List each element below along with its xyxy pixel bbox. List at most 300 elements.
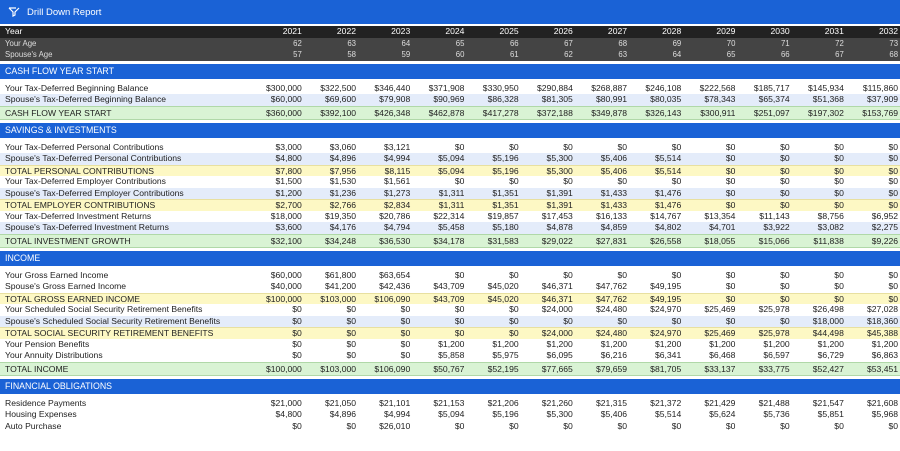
- value-cell: $21,050: [324, 397, 357, 408]
- value-cell: $1,236: [329, 187, 357, 198]
- table-row[interactable]: [0, 83, 900, 95]
- value-cell: $3,060: [329, 141, 357, 152]
- value-cell: $1,433: [600, 200, 628, 210]
- value-cell: $1,476: [654, 200, 682, 210]
- value-cell: $25,978: [758, 328, 790, 338]
- age-cell: 72: [835, 38, 844, 48]
- row-label: Residence Payments: [5, 397, 87, 408]
- value-cell: $24,970: [650, 304, 682, 314]
- value-cell: $0: [888, 141, 899, 152]
- value-cell: $60,000: [270, 269, 302, 280]
- value-cell: $4,994: [383, 153, 411, 163]
- value-cell: $0: [671, 315, 682, 326]
- value-cell: $27,831: [595, 235, 628, 246]
- value-cell: $90,969: [433, 94, 465, 104]
- value-cell: $1,200: [600, 338, 628, 349]
- value-cell: $0: [671, 269, 682, 280]
- age-cell: 63: [347, 38, 357, 48]
- table-row[interactable]: [0, 153, 900, 165]
- value-cell: $1,200: [709, 338, 736, 349]
- table-row[interactable]: [0, 94, 900, 106]
- value-cell: $78,343: [704, 94, 736, 104]
- row-label: Spouse's Tax-Deferred Employer Contributions: [5, 187, 184, 198]
- value-cell: $330,950: [482, 82, 519, 93]
- value-cell: $20,786: [379, 210, 411, 221]
- value-cell: $5,180: [492, 222, 519, 232]
- age-cell: 67: [564, 38, 573, 48]
- value-cell: $326,143: [645, 107, 682, 118]
- value-cell: $0: [346, 304, 357, 314]
- value-cell: $5,624: [709, 409, 736, 419]
- value-cell: $1,311: [438, 187, 465, 198]
- value-cell: $462,878: [428, 107, 465, 118]
- value-cell: $21,547: [812, 397, 844, 408]
- value-cell: $0: [834, 153, 844, 163]
- value-cell: $22,314: [433, 210, 465, 221]
- value-cell: $372,188: [537, 107, 573, 118]
- value-cell: $0: [780, 420, 790, 431]
- value-cell: $5,094: [438, 165, 465, 176]
- value-cell: $37,909: [866, 94, 899, 104]
- value-cell: $1,200: [763, 338, 790, 349]
- value-cell: $80,991: [595, 94, 628, 104]
- row-label: Your Gross Earned Income: [5, 269, 109, 280]
- value-cell: $19,857: [487, 210, 519, 221]
- value-cell: $4,802: [654, 222, 682, 232]
- row-label: CASH FLOW YEAR START: [5, 107, 112, 118]
- row-label: Your Tax-Deferred Personal Contributions: [5, 141, 164, 152]
- value-cell: $2,700: [275, 200, 302, 210]
- table-row[interactable]: [0, 339, 900, 351]
- value-cell: $417,278: [482, 107, 519, 118]
- table-row[interactable]: [0, 316, 900, 328]
- value-cell: $0: [292, 304, 302, 314]
- spouse-age-cell: 60: [455, 50, 465, 59]
- report-table: [0, 26, 900, 432]
- row-label: Spouse's Tax-Deferred Investment Returns: [5, 222, 169, 232]
- value-cell: $0: [400, 350, 411, 360]
- year-cell: 2022: [336, 26, 357, 36]
- total-row[interactable]: [0, 165, 900, 177]
- section-header[interactable]: FINANCIAL OBLIGATIONS: [0, 379, 900, 394]
- total-row[interactable]: [0, 293, 900, 305]
- value-cell: $0: [400, 328, 411, 338]
- value-cell: $46,371: [541, 293, 573, 304]
- value-cell: $322,500: [320, 82, 357, 93]
- value-cell: $1,200: [871, 338, 899, 349]
- value-cell: $24,970: [650, 328, 682, 338]
- year-cell: 2025: [499, 26, 519, 36]
- year-cell: 2028: [662, 26, 682, 36]
- value-cell: $0: [454, 176, 465, 186]
- row-label: Your Tax-Deferred Beginning Balance: [5, 82, 149, 93]
- spouse-age-row: [0, 49, 900, 61]
- value-cell: $6,341: [654, 350, 682, 360]
- value-cell: $2,275: [871, 222, 899, 232]
- value-cell: $34,248: [324, 235, 357, 246]
- value-cell: $25,978: [758, 304, 790, 314]
- value-cell: $300,911: [700, 107, 736, 118]
- report-title-bar: [0, 0, 900, 24]
- section-header[interactable]: INCOME: [0, 251, 900, 266]
- value-cell: $24,480: [595, 304, 628, 314]
- value-cell: $5,458: [438, 222, 465, 232]
- age-cell: 71: [780, 38, 790, 48]
- value-cell: $0: [834, 200, 844, 210]
- value-cell: $21,488: [758, 397, 790, 408]
- value-cell: $18,000: [270, 210, 302, 221]
- row-label: Your Tax-Deferred Investment Returns: [5, 210, 152, 221]
- value-cell: $6,729: [817, 350, 844, 360]
- value-cell: $16,133: [595, 210, 628, 221]
- value-cell: $3,922: [763, 222, 790, 232]
- value-cell: $14,767: [650, 210, 682, 221]
- value-cell: $26,498: [812, 304, 844, 314]
- value-cell: $4,794: [383, 222, 411, 232]
- value-cell: $21,315: [595, 397, 628, 408]
- row-label: Your Annuity Distributions: [5, 350, 103, 360]
- value-cell: $1,391: [546, 200, 573, 210]
- value-cell: $15,066: [758, 235, 790, 246]
- value-cell: $0: [292, 420, 302, 431]
- row-label: TOTAL EMPLOYER CONTRIBUTIONS: [5, 200, 156, 210]
- row-label: Your Pension Benefits: [5, 338, 90, 349]
- row-label: Spouse's Scheduled Social Security Retirement Benefits: [5, 315, 221, 326]
- age-cell: 65: [455, 38, 465, 48]
- value-cell: $47,762: [595, 293, 628, 304]
- row-label: Spouse's Gross Earned Income: [5, 281, 127, 291]
- value-cell: $8,756: [817, 210, 844, 221]
- value-cell: $0: [617, 141, 628, 152]
- value-cell: $0: [780, 200, 790, 210]
- value-cell: $5,968: [871, 409, 899, 419]
- value-cell: $50,767: [433, 363, 465, 374]
- value-cell: $1,561: [383, 176, 411, 186]
- value-cell: $21,206: [487, 397, 519, 408]
- value-cell: $0: [346, 420, 357, 431]
- value-cell: $80,035: [650, 94, 682, 104]
- value-cell: $103,000: [320, 363, 357, 374]
- table-row[interactable]: [0, 270, 900, 282]
- section-header[interactable]: CASH FLOW YEAR START: [0, 64, 900, 79]
- value-cell: $3,000: [275, 141, 302, 152]
- table-row[interactable]: [0, 211, 900, 223]
- value-cell: $52,427: [812, 363, 844, 374]
- value-cell: $18,000: [812, 315, 844, 326]
- value-cell: $49,195: [650, 293, 682, 304]
- value-cell: $0: [780, 153, 790, 163]
- value-cell: $0: [888, 420, 899, 431]
- value-cell: $0: [617, 176, 628, 186]
- value-cell: $0: [671, 420, 682, 431]
- value-cell: $81,705: [650, 363, 682, 374]
- value-cell: $0: [509, 269, 519, 280]
- value-cell: $6,597: [763, 350, 790, 360]
- value-cell: $349,878: [591, 107, 628, 118]
- value-cell: $4,994: [383, 409, 411, 419]
- value-cell: $0: [888, 200, 899, 210]
- spouse-age-cell: 63: [618, 50, 628, 59]
- value-cell: $65,374: [758, 94, 790, 104]
- value-cell: $5,300: [546, 153, 573, 163]
- table-row[interactable]: [0, 281, 900, 293]
- row-label: Spouse's Tax-Deferred Beginning Balance: [5, 94, 167, 104]
- value-cell: $1,200: [492, 338, 519, 349]
- table-row[interactable]: [0, 409, 900, 421]
- value-cell: $115,860: [862, 82, 899, 93]
- value-cell: $5,406: [600, 153, 628, 163]
- value-cell: $0: [780, 165, 790, 176]
- value-cell: $21,101: [379, 397, 411, 408]
- value-cell: $21,260: [541, 397, 573, 408]
- value-cell: $6,952: [871, 210, 899, 221]
- value-cell: $43,709: [433, 293, 465, 304]
- spouse-age-cell: 68: [889, 50, 899, 59]
- value-cell: $49,195: [650, 281, 682, 291]
- row-label: TOTAL INCOME: [5, 363, 69, 374]
- value-cell: $27,028: [866, 304, 899, 314]
- value-cell: $5,975: [492, 350, 519, 360]
- total-row[interactable]: [0, 327, 900, 339]
- value-cell: $63,654: [379, 269, 411, 280]
- table-row[interactable]: [0, 350, 900, 362]
- value-cell: $0: [725, 420, 736, 431]
- value-cell: $0: [725, 165, 736, 176]
- value-cell: $18,360: [866, 315, 899, 326]
- value-cell: $246,108: [645, 82, 682, 93]
- value-cell: $0: [454, 420, 465, 431]
- value-cell: $268,887: [591, 82, 628, 93]
- value-cell: $290,884: [537, 82, 573, 93]
- your-age-row: [0, 38, 900, 50]
- value-cell: $0: [292, 328, 302, 338]
- value-cell: $0: [292, 350, 302, 360]
- value-cell: $81,305: [541, 94, 573, 104]
- spouse-age-cell: 66: [780, 50, 790, 59]
- age-cell: 73: [889, 38, 899, 48]
- age-cell: 66: [509, 38, 519, 48]
- value-cell: $1,476: [654, 187, 682, 198]
- value-cell: $5,858: [438, 350, 465, 360]
- value-cell: $0: [725, 281, 736, 291]
- value-cell: $79,908: [379, 94, 411, 104]
- value-cell: $36,530: [379, 235, 411, 246]
- value-cell: $21,153: [433, 397, 465, 408]
- value-cell: $0: [617, 420, 628, 431]
- year-cell: 2027: [607, 26, 628, 36]
- value-cell: $1,200: [817, 338, 844, 349]
- value-cell: $0: [346, 328, 357, 338]
- value-cell: $51,368: [812, 94, 844, 104]
- value-cell: $0: [617, 315, 628, 326]
- value-cell: $0: [834, 420, 844, 431]
- value-cell: $21,429: [704, 397, 736, 408]
- value-cell: $0: [888, 165, 899, 176]
- value-cell: $0: [834, 293, 844, 304]
- value-cell: $0: [780, 176, 790, 186]
- year-cell: 2032: [878, 26, 899, 36]
- year-cell: 2030: [770, 26, 790, 36]
- value-cell: $0: [346, 350, 357, 360]
- row-label: TOTAL INVESTMENT GROWTH: [5, 235, 131, 246]
- value-cell: $2,834: [383, 200, 411, 210]
- value-cell: $1,530: [329, 176, 357, 186]
- value-cell: $4,896: [329, 409, 357, 419]
- year-cell: 2023: [391, 26, 411, 36]
- value-cell: $1,351: [492, 187, 519, 198]
- value-cell: $0: [454, 315, 465, 326]
- value-cell: $0: [454, 269, 465, 280]
- value-cell: $1,500: [275, 176, 302, 186]
- row-label: Auto Purchase: [5, 420, 62, 431]
- value-cell: $4,701: [709, 222, 736, 232]
- age-cell: 69: [672, 38, 682, 48]
- value-cell: $103,000: [320, 293, 357, 304]
- row-label: Your Tax-Deferred Employer Contributions: [5, 176, 166, 186]
- row-label: TOTAL PERSONAL CONTRIBUTIONS: [5, 165, 154, 176]
- table-row[interactable]: [0, 176, 900, 188]
- value-cell: $0: [834, 141, 844, 152]
- value-cell: $0: [725, 315, 736, 326]
- drill-down-icon[interactable]: [8, 6, 20, 18]
- value-cell: $6,863: [871, 350, 899, 360]
- value-cell: $1,200: [275, 187, 302, 198]
- spouse-age-cell: 62: [564, 50, 573, 59]
- total-row[interactable]: [0, 362, 900, 376]
- year-cell: 2024: [445, 26, 465, 36]
- value-cell: $17,453: [541, 210, 573, 221]
- value-cell: $100,000: [265, 293, 302, 304]
- value-cell: $0: [400, 304, 411, 314]
- value-cell: $7,956: [329, 165, 357, 176]
- value-cell: $5,196: [492, 153, 519, 163]
- value-cell: $5,514: [654, 409, 682, 419]
- value-cell: $24,000: [541, 328, 573, 338]
- report-title: Drill Down Report: [27, 6, 102, 18]
- value-cell: $5,514: [654, 153, 682, 163]
- value-cell: $45,020: [487, 281, 519, 291]
- value-cell: $197,302: [808, 107, 844, 118]
- value-cell: $5,406: [600, 409, 628, 419]
- value-cell: $106,090: [374, 363, 411, 374]
- value-cell: $0: [671, 176, 682, 186]
- value-cell: $42,436: [379, 281, 411, 291]
- year-cell: 2021: [282, 26, 302, 36]
- age-cell: 64: [401, 38, 411, 48]
- value-cell: $0: [834, 187, 844, 198]
- value-cell: $360,000: [265, 107, 302, 118]
- value-cell: $0: [346, 338, 357, 349]
- value-cell: $46,371: [541, 281, 573, 291]
- value-cell: $2,766: [329, 200, 357, 210]
- row-label: Your Scheduled Social Security Retirement Benefits: [5, 304, 203, 314]
- value-cell: $5,094: [438, 153, 465, 163]
- value-cell: $185,717: [753, 82, 790, 93]
- value-cell: $4,896: [329, 153, 357, 163]
- total-row[interactable]: [0, 199, 900, 211]
- value-cell: $25,469: [704, 328, 736, 338]
- table-row[interactable]: [0, 222, 900, 234]
- value-cell: $3,082: [817, 222, 844, 232]
- year-cell: 2026: [553, 26, 573, 36]
- value-cell: $26,010: [379, 420, 411, 431]
- value-cell: $60,000: [270, 94, 302, 104]
- spouse-age-cell: 64: [672, 50, 682, 59]
- value-cell: $0: [454, 328, 465, 338]
- value-cell: $4,859: [600, 222, 628, 232]
- value-cell: $53,451: [866, 363, 899, 374]
- value-cell: $0: [780, 281, 790, 291]
- value-cell: $6,095: [546, 350, 573, 360]
- value-cell: $0: [563, 269, 573, 280]
- value-cell: $0: [509, 141, 519, 152]
- row-label: TOTAL SOCIAL SECURITY RETIREMENT BENEFITS: [5, 328, 214, 338]
- value-cell: $0: [780, 315, 790, 326]
- value-cell: $0: [509, 304, 519, 314]
- value-cell: $24,480: [595, 328, 628, 338]
- value-cell: $0: [346, 315, 357, 326]
- table-row[interactable]: [0, 304, 900, 316]
- row-label: TOTAL GROSS EARNED INCOME: [5, 293, 140, 304]
- value-cell: $0: [725, 293, 736, 304]
- table-row[interactable]: [0, 142, 900, 154]
- value-cell: $392,100: [320, 107, 357, 118]
- value-cell: $0: [563, 420, 573, 431]
- value-cell: $0: [888, 153, 899, 163]
- value-cell: $77,665: [541, 363, 573, 374]
- value-cell: $0: [888, 187, 899, 198]
- value-cell: $6,468: [709, 350, 736, 360]
- value-cell: $33,775: [758, 363, 790, 374]
- value-cell: $5,851: [817, 409, 844, 419]
- value-cell: $69,600: [324, 94, 357, 104]
- value-cell: $251,097: [753, 107, 790, 118]
- value-cell: $346,440: [374, 82, 411, 93]
- table-row[interactable]: [0, 421, 900, 433]
- value-cell: $0: [400, 338, 411, 349]
- spouse-age-cell: 61: [509, 50, 519, 59]
- value-cell: $153,769: [862, 107, 899, 118]
- value-cell: $29,022: [541, 235, 573, 246]
- value-cell: $21,608: [866, 397, 899, 408]
- value-cell: $5,094: [438, 409, 465, 419]
- value-cell: $0: [725, 153, 736, 163]
- value-cell: $5,196: [492, 409, 519, 419]
- value-cell: $5,736: [763, 409, 790, 419]
- value-cell: $25,469: [704, 304, 736, 314]
- value-cell: $100,000: [265, 363, 302, 374]
- value-cell: $8,115: [384, 165, 411, 176]
- value-cell: $0: [725, 176, 736, 186]
- value-cell: $0: [454, 304, 465, 314]
- spouse-age-cell: 67: [835, 50, 844, 59]
- value-cell: $0: [725, 269, 736, 280]
- section-header[interactable]: SAVINGS & INVESTMENTS: [0, 123, 900, 138]
- total-row[interactable]: [0, 234, 900, 248]
- value-cell: $11,838: [813, 235, 844, 246]
- sections: [0, 64, 900, 433]
- value-cell: $145,934: [808, 82, 844, 93]
- value-cell: $0: [400, 315, 411, 326]
- total-row[interactable]: [0, 106, 900, 120]
- row-label: Housing Expenses: [5, 409, 77, 419]
- table-row[interactable]: [0, 398, 900, 410]
- value-cell: $0: [888, 176, 899, 186]
- row-label: Spouse's Tax-Deferred Personal Contributions: [5, 153, 182, 163]
- table-row[interactable]: [0, 188, 900, 200]
- value-cell: $0: [834, 165, 844, 176]
- spouse-age-cell: 59: [401, 50, 411, 59]
